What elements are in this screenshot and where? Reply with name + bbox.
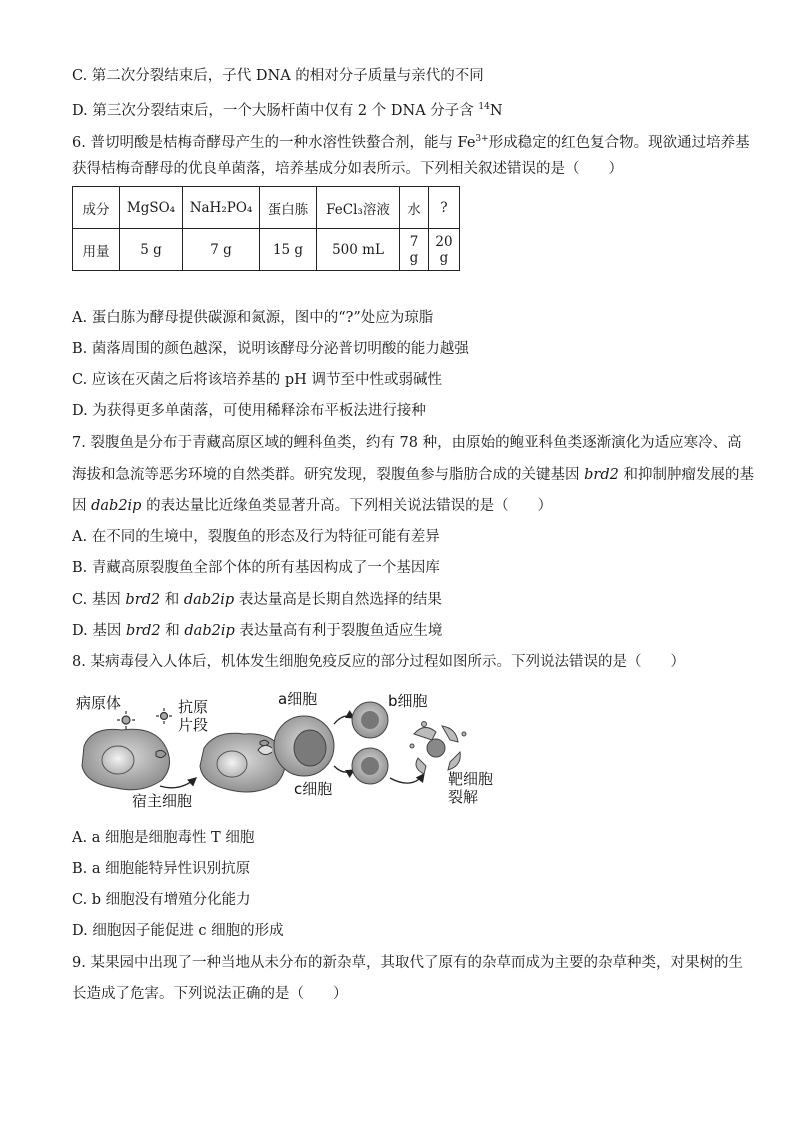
q9-stem-line1: 9. 某果园中出现了一种当地从未分布的新杂草，其取代了原有的杂草而成为主要的杂草种类，对果树的生 xyxy=(72,955,743,971)
table-cell: 成分 xyxy=(73,187,120,229)
virus-particle-icon xyxy=(117,708,172,729)
q7-option-a: A. 在不同的生境中，裂腹鱼的形态及行为特征可能有差异 xyxy=(72,529,440,545)
cellular-immunity-diagram xyxy=(72,686,512,814)
q7-stem-line2: 海拔和急流等恶劣环境的自然类群。研究发现，裂腹鱼参与脂肪合成的关键基因 brd2 和抑制肿瘤发展的基 xyxy=(72,467,754,483)
q6-option-b: B. 菌落周围的颜色越深，说明该酵母分泌普切明酸的能力越强 xyxy=(72,341,469,357)
q8-option-d: D. 细胞因子能促进 c 细胞的形成 xyxy=(72,923,284,939)
label-a-cell: a细胞 xyxy=(278,690,318,708)
table-cell: 500 mL xyxy=(317,229,400,271)
label-host-cell: 宿主细胞 xyxy=(132,792,193,810)
table-cell: 5 g xyxy=(120,229,183,271)
c-cell-icon xyxy=(352,748,388,784)
table-cell: 水 xyxy=(400,187,429,229)
q6-option-a: A. 蛋白胨为酵母提供碳源和氮源，图中的“?”处应为琼脂 xyxy=(72,310,434,326)
q7-option-b: B. 青藏高原裂腹鱼全部个体的所有基因构成了一个基因库 xyxy=(72,560,440,576)
q7-stem-line3: 因 dab2ip 的表达量比近缘鱼类显著升高。下列相关说法错误的是（ ） xyxy=(72,498,553,514)
q7-option-d: D. 基因 brd2 和 dab2ip 表达量高有利于裂腹鱼适应生境 xyxy=(72,623,443,639)
q8-option-c: C. b 细胞没有增殖分化能力 xyxy=(72,892,251,908)
antigen-presenting-cell-icon xyxy=(200,733,285,792)
q5-option-c: C. 第二次分裂结束后，子代 DNA 的相对分子质量与亲代的不同 xyxy=(72,68,484,84)
q7-stem-line1: 7. 裂腹鱼是分布于青藏高原区域的鲤科鱼类，约有 78 种，由原始的鲍亚科鱼类逐渐演化为适应寒冷、高 xyxy=(72,435,742,451)
q9-stem-line2: 长造成了危害。下列说法正确的是（ ） xyxy=(72,986,348,1002)
q5-option-d: D. 第三次分裂结束后，一个大肠杆菌中仅有 2 个 DNA 分子含 $^{14}$N xyxy=(72,102,503,119)
q8-option-a: A. a 细胞是细胞毒性 T 细胞 xyxy=(72,830,255,846)
q6-option-d: D. 为获得更多单菌落，可使用稀释涂布平板法进行接种 xyxy=(72,403,426,419)
label-fragment: 片段 xyxy=(178,716,209,734)
host-cell-icon xyxy=(82,729,170,790)
table-cell: NaH₂PO₄ xyxy=(183,187,260,229)
q7-option-c: C. 基因 brd2 和 dab2ip 表达量高是长期自然选择的结果 xyxy=(72,592,442,608)
q6-stem-line2: 获得桔梅奇酵母的优良单菌落，培养基成分如表所示。下列相关叙述错误的是（ ） xyxy=(72,161,623,177)
q6-stem-line1: 6. 普切明酸是桔梅奇酵母产生的一种水溶性铁螯合剂，能与 $Fe^{3+}$形成稳定的红色复合物。现欲通过培养基 xyxy=(72,134,750,151)
arrow-icon xyxy=(334,766,354,772)
table-row xyxy=(73,229,460,271)
table-cell: 蛋白胨 xyxy=(260,187,317,229)
table-cell: FeCl₃溶液 xyxy=(317,187,400,229)
label-antigen: 抗原 xyxy=(178,698,209,716)
label-c-cell: c细胞 xyxy=(294,780,333,798)
q8-option-b: B. a 细胞能特异性识别抗原 xyxy=(72,861,251,877)
q8-stem: 8. 某病毒侵入人体后，机体发生细胞免疫反应的部分过程如图所示。下列说法错误的是（ ） xyxy=(72,654,685,670)
label-b-cell: b细胞 xyxy=(388,692,428,710)
arrow-icon xyxy=(160,778,196,788)
b-cell-icon xyxy=(352,702,388,738)
arrow-icon xyxy=(390,774,424,783)
q6-option-c: C. 应该在灭菌之后将该培养基的 pH 调节至中性或弱碱性 xyxy=(72,372,442,388)
lysed-target-cell-icon xyxy=(410,722,466,775)
table-cell: 用量 xyxy=(73,229,120,271)
label-lysis: 裂解 xyxy=(448,788,479,806)
label-pathogen: 病原体 xyxy=(76,694,122,712)
table-cell: 7 g xyxy=(400,229,429,271)
culture-medium-table xyxy=(72,186,460,271)
table-cell: 20 g xyxy=(429,229,460,271)
label-target-cell: 靶细胞 xyxy=(448,770,494,788)
table-row xyxy=(73,187,460,229)
arrow-icon xyxy=(334,716,354,724)
table-cell: 7 g xyxy=(183,229,260,271)
table-cell: MgSO₄ xyxy=(120,187,183,229)
table-cell: 15 g xyxy=(260,229,317,271)
table-cell: ? xyxy=(429,187,460,229)
